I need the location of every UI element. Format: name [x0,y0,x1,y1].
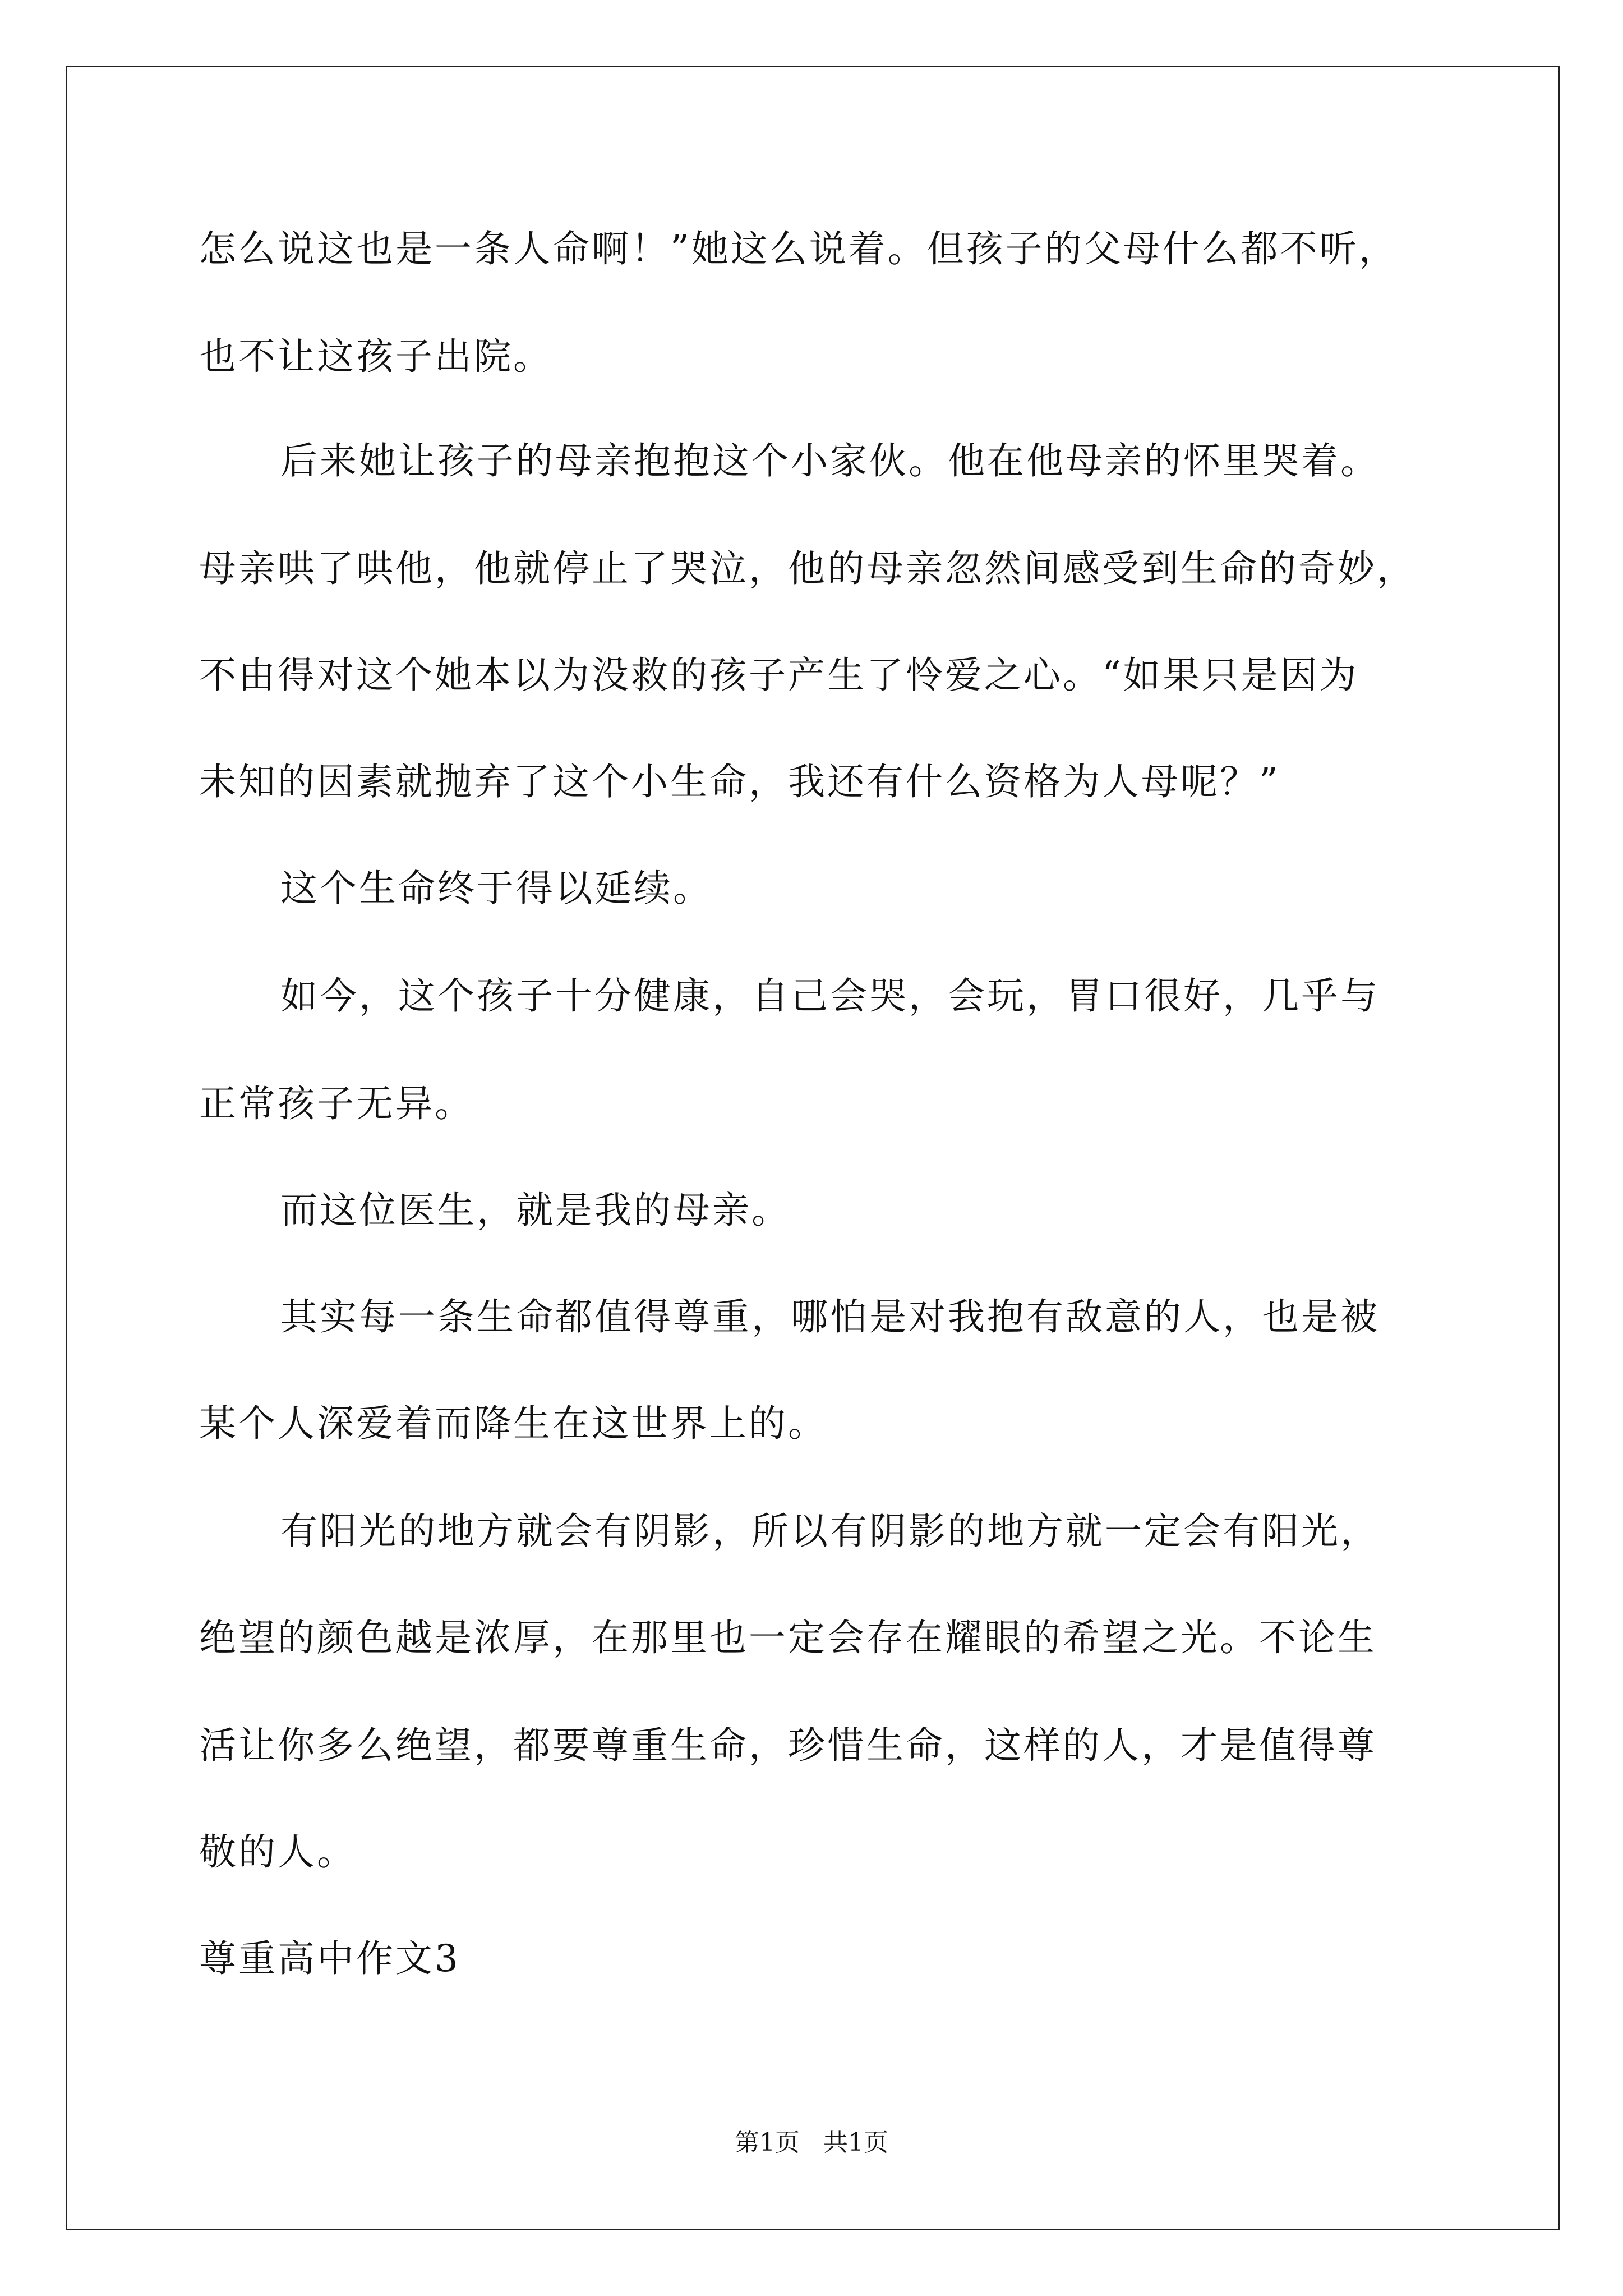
paragraph-start-line: 其实每一条生命都值得尊重，哪怕是对我抱有敌意的人，也是被 [280,1295,1380,1338]
page-number-footer: 第1页 共1页 [735,2128,888,2157]
text-line: 绝望的颜色越是浓厚，在那里也一定会存在耀眼的希望之光。不论生 [199,1616,1377,1659]
section-heading: 尊重高中作文3 [199,1937,460,1980]
text-line: 活让你多么绝望，都要尊重生命，珍惜生命，这样的人，才是值得尊 [199,1724,1377,1767]
text-line: 正常孩子无异。 [199,1082,474,1125]
page-frame [66,66,1560,2230]
paragraph-start-line: 如今，这个孩子十分健康，自己会哭，会玩，胃口很好，几乎与 [280,974,1380,1018]
text-line: 不由得对这个她本以为没救的孩子产生了怜爱之心。“如果只是因为 [199,654,1359,697]
text-line: 某个人深爱着而降生在这世界上的。 [199,1402,827,1445]
text-line: 怎么说这也是一条人命啊！”她这么说着。但孩子的父母什么都不听， [199,227,1398,270]
paragraph-start-line: 有阳光的地方就会有阴影，所以有阴影的地方就一定会有阳光， [280,1510,1380,1553]
text-line: 未知的因素就抛弃了这个小生命，我还有什么资格为人母呢？” [199,760,1280,803]
text-line: 也不让这孩子出院。 [199,335,552,378]
paragraph-start-line: 这个生命终于得以延续。 [280,867,712,910]
text-line: 母亲哄了哄他，他就停止了哭泣，他的母亲忽然间感受到生命的奇妙， [199,547,1416,590]
text-line: 敬的人。 [199,1830,356,1874]
paragraph-start-line: 后来她让孩子的母亲抱抱这个小家伙。他在他母亲的怀里哭着。 [280,439,1380,482]
paragraph-start-line: 而这位医生，就是我的母亲。 [280,1189,791,1232]
